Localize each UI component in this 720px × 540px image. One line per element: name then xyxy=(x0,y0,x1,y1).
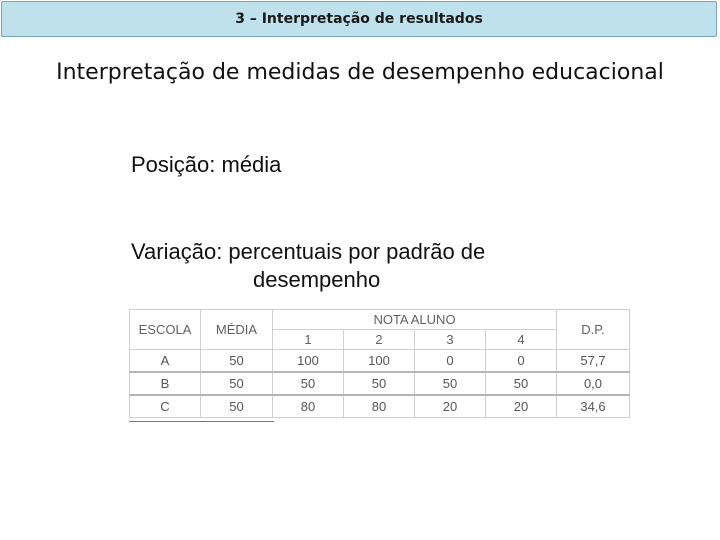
slide-title: Interpretação de medidas de desempenho educacional xyxy=(56,60,664,85)
header-aluno-1: 1 xyxy=(273,330,344,350)
cell-nota: 50 xyxy=(415,372,486,395)
cell-media: 50 xyxy=(201,372,273,395)
cell-nota: 50 xyxy=(273,372,344,395)
section-header-title: 3 – Interpretação de resultados xyxy=(235,11,483,27)
variation-label-line2: desempenho xyxy=(253,267,381,292)
header-escola: ESCOLA xyxy=(130,310,201,350)
variation-label-line1: Variação: percentuais por padrão de xyxy=(131,239,486,264)
cell-escola: B xyxy=(130,372,201,395)
header-dp: D.P. xyxy=(557,310,630,350)
header-nota-aluno: NOTA ALUNO xyxy=(273,310,557,330)
cell-media: 50 xyxy=(201,395,273,418)
table-underline xyxy=(129,421,274,422)
header-media: MÉDIA xyxy=(201,310,273,350)
performance-table xyxy=(129,309,630,418)
cell-media: 50 xyxy=(201,350,273,373)
cell-nota: 80 xyxy=(273,395,344,418)
cell-nota: 50 xyxy=(486,372,557,395)
cell-dp: 34,6 xyxy=(557,395,630,418)
cell-dp: 57,7 xyxy=(557,350,630,373)
cell-dp: 0,0 xyxy=(557,372,630,395)
variation-label xyxy=(131,238,551,294)
header-aluno-3: 3 xyxy=(415,330,486,350)
cell-nota: 0 xyxy=(486,350,557,373)
cell-nota: 100 xyxy=(344,350,415,373)
cell-nota: 0 xyxy=(415,350,486,373)
position-label: Posição: média xyxy=(131,152,282,177)
section-header xyxy=(1,1,717,37)
cell-escola: C xyxy=(130,395,201,418)
table-row xyxy=(130,350,630,373)
table-row xyxy=(130,372,630,395)
cell-nota: 50 xyxy=(344,372,415,395)
cell-escola: A xyxy=(130,350,201,373)
header-aluno-2: 2 xyxy=(344,330,415,350)
header-aluno-4: 4 xyxy=(486,330,557,350)
cell-nota: 100 xyxy=(273,350,344,373)
table-row xyxy=(130,395,630,418)
cell-nota: 80 xyxy=(344,395,415,418)
cell-nota: 20 xyxy=(486,395,557,418)
cell-nota: 20 xyxy=(415,395,486,418)
